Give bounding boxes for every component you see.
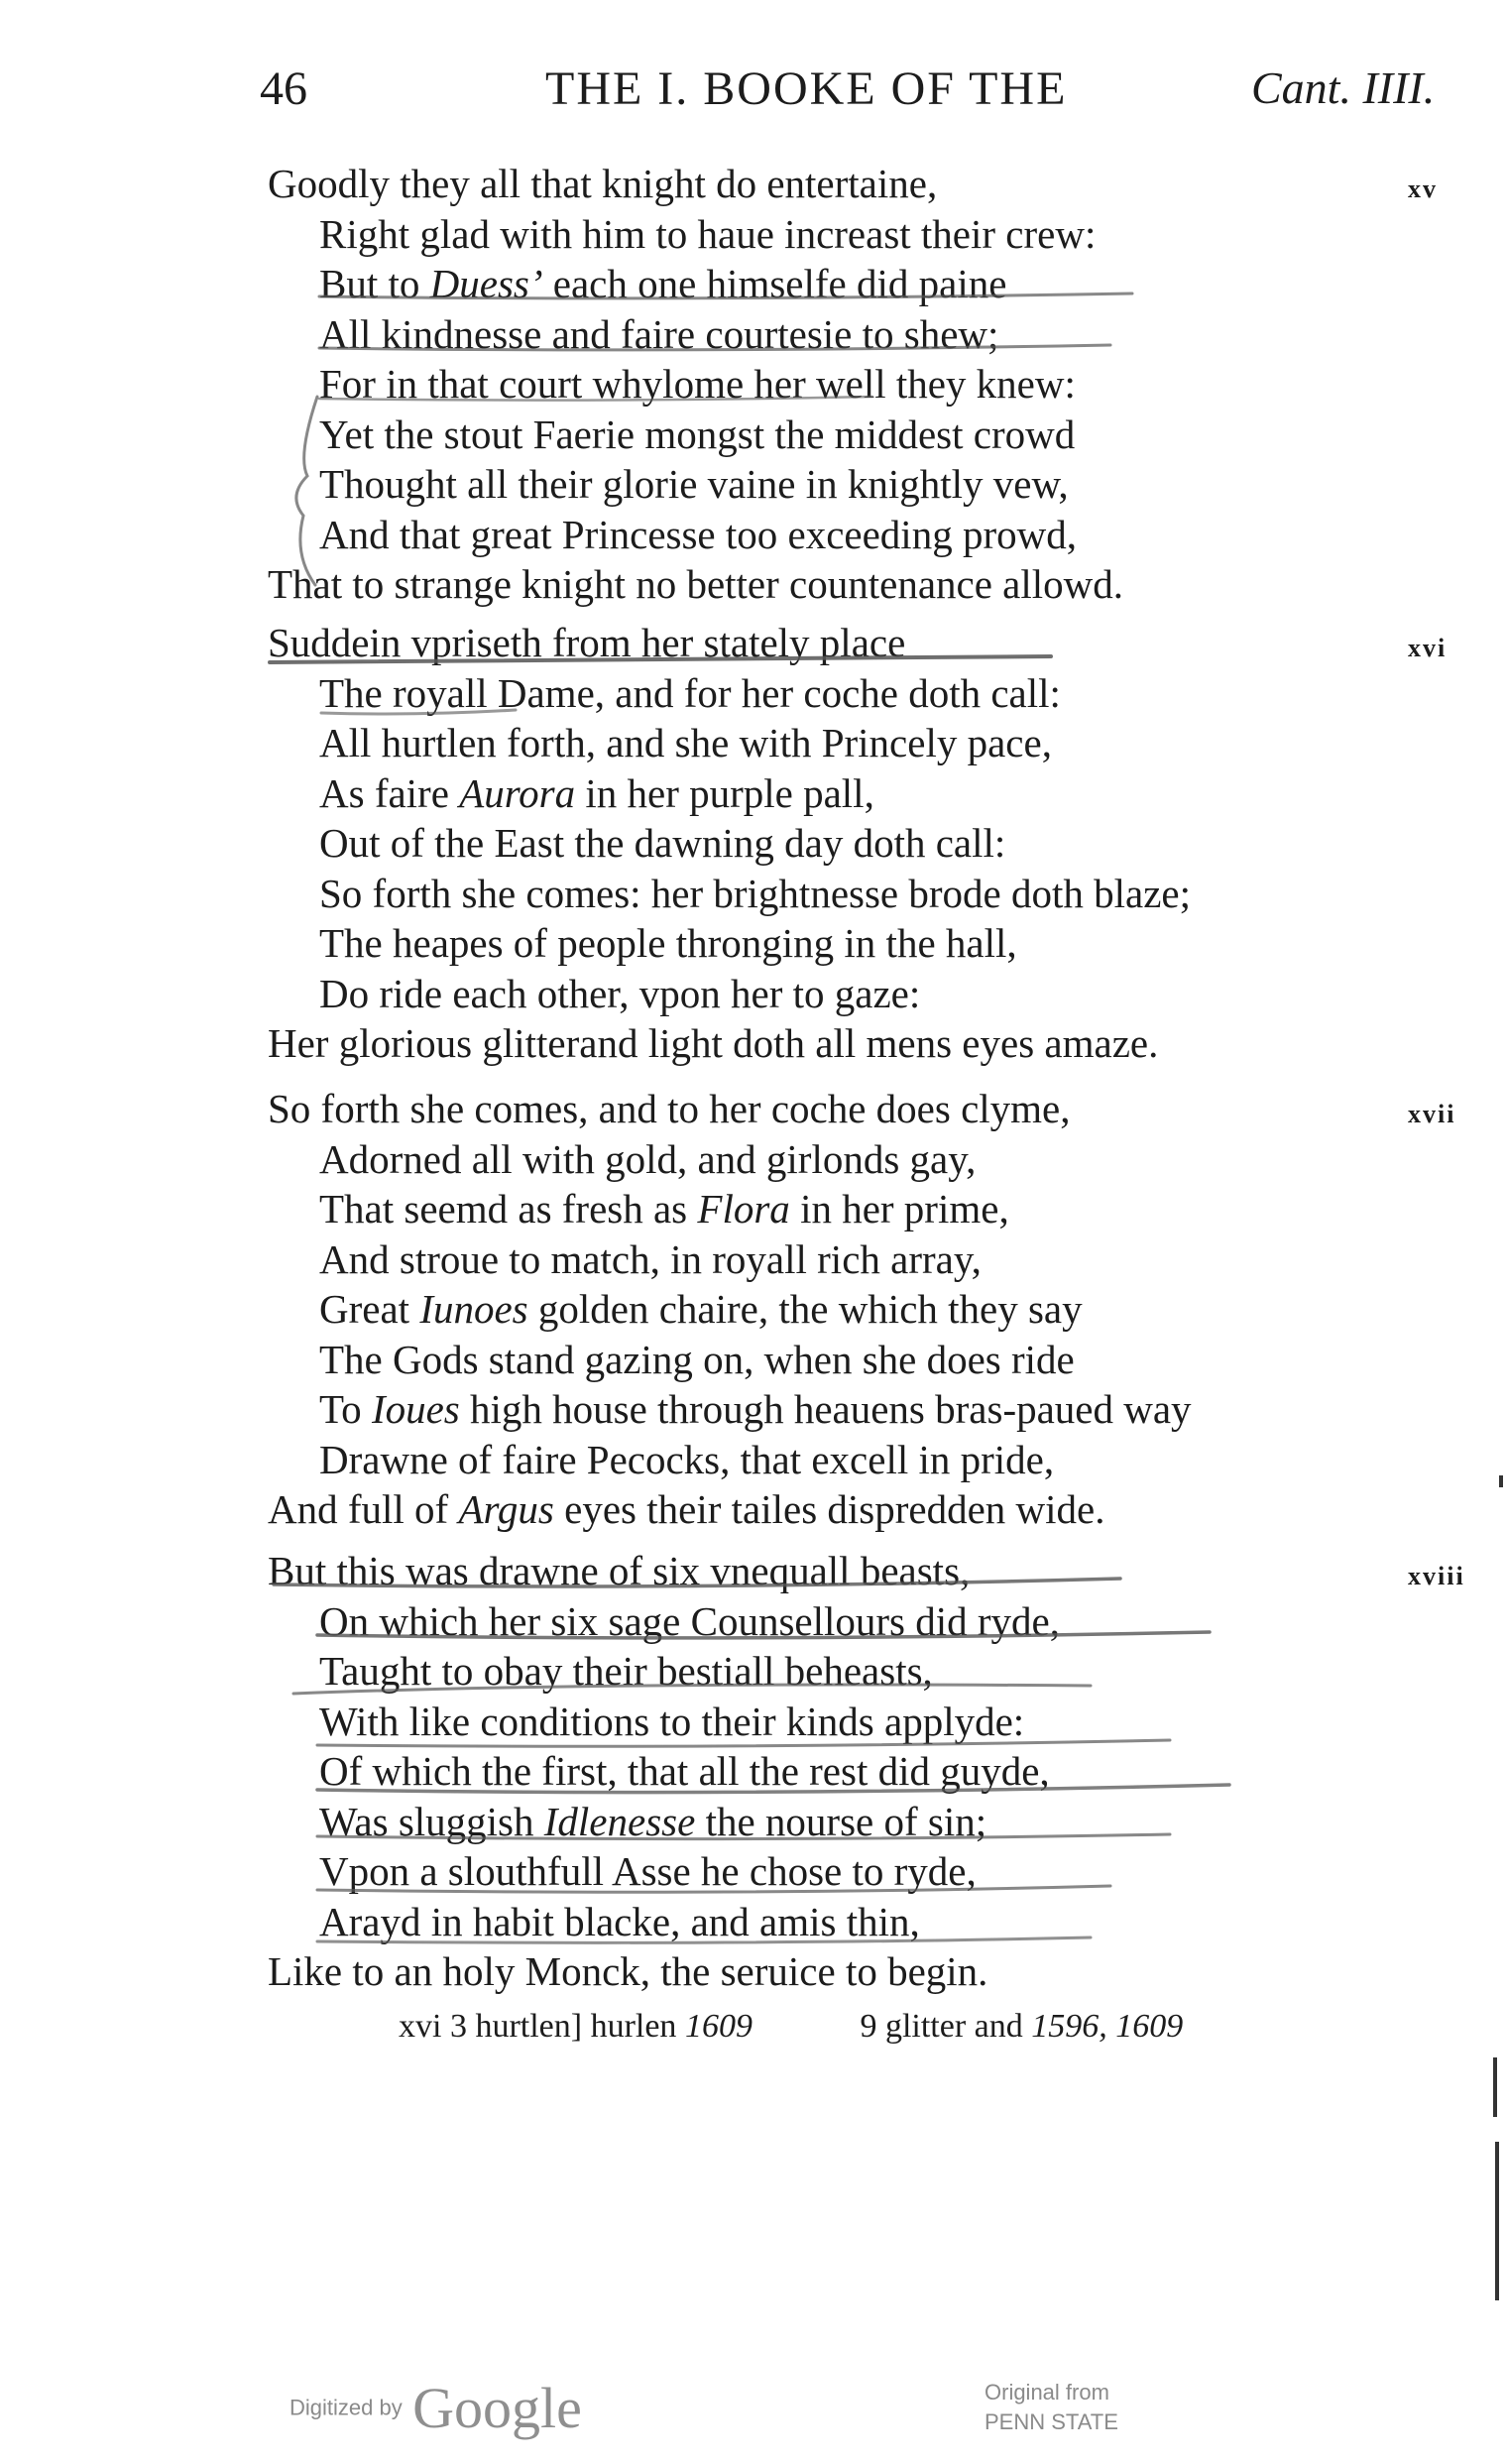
stanza-number: xviii: [1408, 1562, 1465, 1590]
digitized-by-label: Digitized by: [290, 2395, 403, 2420]
verse-line: And stroue to match, in royall rich array,: [319, 1235, 982, 1282]
page-number: 46: [260, 62, 307, 115]
verse-line: So forth she comes, and to her coche does clyme,: [268, 1086, 1071, 1131]
google-logo: Google: [412, 2376, 582, 2440]
textual-footnotes: [399, 2008, 1183, 2046]
verse-line: Vpon a slouthfull Asse he chose to ryde,: [319, 1848, 977, 1894]
verse-line: That seemd as fresh as Flora in her prime,: [319, 1186, 1009, 1232]
verse-line: Out of the East the dawning day doth call:: [319, 820, 1006, 866]
stanza-xv: [268, 159, 1457, 610]
verse-line: Was sluggish Idlenesse the nourse of sin;: [319, 1798, 987, 1844]
original-from-label: Original from: [985, 2380, 1109, 2405]
verse-line: The heapes of people thronging in the hall,: [319, 920, 1017, 966]
verse-line: On which her six sage Counsellours did ryde,: [319, 1597, 1060, 1644]
footnote: 9 glitter and 1596, 1609: [860, 2008, 1184, 2045]
verse-line: Taught to obay their bestiall beheasts,: [319, 1648, 933, 1694]
stanza-number: xvii: [1408, 1100, 1456, 1128]
verse-line: But this was drawne of six vnequall beasts,: [268, 1548, 971, 1593]
stanza-number: xvi: [1408, 634, 1448, 662]
verse-line: Adorned all with gold, and girlonds gay,: [319, 1135, 977, 1182]
verse-line: The Gods stand gazing on, when she does ride: [319, 1336, 1075, 1382]
stanza-xvi: [268, 618, 1457, 1069]
verse-line: Suddein vpriseth from her stately place: [268, 620, 906, 665]
verse-line: Do ride each other, vpon her to gaze:: [319, 970, 921, 1016]
verse-line: But to Duess’ each one himselfe did paine: [319, 261, 1007, 306]
stanza-number: xv: [1408, 175, 1438, 203]
verse-line: Her glorious glitterand light doth all mens eyes amaze.: [268, 1020, 1159, 1066]
verse-line: For in that court whylome her well they knew:: [319, 361, 1076, 407]
digitized-by-google: [290, 2375, 582, 2441]
verse-line: And full of Argus eyes their tailes dispredden wide.: [268, 1486, 1105, 1532]
verse-line: Thought all their glorie vaine in knightly vew,: [319, 461, 1069, 507]
verse-line: Right glad with him to haue increast their crew:: [319, 210, 1097, 257]
verse-line: As faire Aurora in her purple pall,: [319, 769, 874, 816]
original-from: [985, 2378, 1118, 2437]
running-title: THE I. BOOKE OF THE: [545, 62, 1068, 115]
verse-line: The royall Dame, and for her coche doth call:: [319, 669, 1061, 716]
stanza-xvii: [268, 1084, 1457, 1535]
verse-line: Great Iunoes golden chaire, the which they say: [319, 1286, 1083, 1332]
verse-line: All kindnesse and faire courtesie to shew;: [319, 310, 999, 357]
verse-line: Like to an holy Monck, the seruice to begin.: [268, 1948, 988, 1994]
verse-line: Yet the stout Faerie mongst the middest crowd: [319, 411, 1076, 457]
verse-line: Goodly they all that knight do entertaine,: [268, 161, 938, 206]
verse-line: Of which the first, that all the rest did guyde,: [319, 1748, 1050, 1794]
stanza-xviii: [268, 1546, 1465, 1997]
verse-line: To Ioues high house through heauens bras-paued way: [319, 1386, 1192, 1432]
verse-line: With like conditions to their kinds applyde:: [319, 1698, 1025, 1744]
verse-line: Arayd in habit blacke, and amis thin,: [319, 1898, 920, 1944]
verse-line: So forth she comes: her brightnesse brode doth blaze;: [319, 870, 1191, 916]
verse-line: That to strange knight no better countenance allowd.: [268, 561, 1124, 607]
running-header: [260, 61, 1499, 131]
verse-line: All hurtlen forth, and she with Princely pace,: [319, 720, 1052, 765]
verse-line: Drawne of faire Pecocks, that excell in pride,: [319, 1436, 1055, 1482]
canto-label: Cant. IIII.: [1251, 62, 1436, 113]
institution-name: PENN STATE: [985, 2409, 1118, 2434]
footnote: xvi 3 hurtlen] hurlen 1609: [399, 2008, 753, 2045]
verse-line: And that great Princesse too exceeding prowd,: [319, 511, 1077, 557]
